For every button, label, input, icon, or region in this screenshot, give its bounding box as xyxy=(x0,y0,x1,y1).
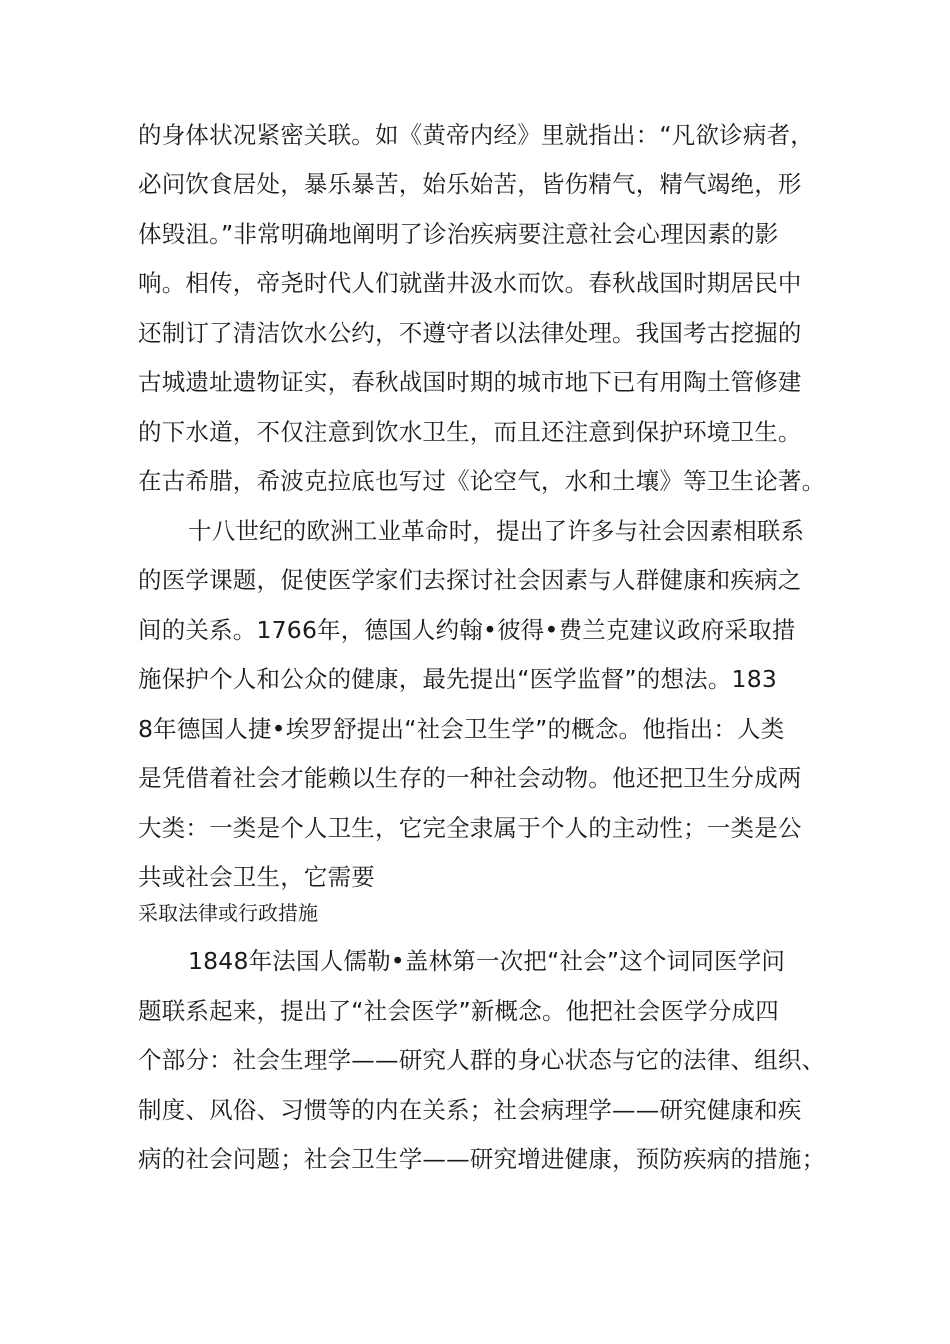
text-line: 还制订了清洁饮水公约，不遵守者以法律处理。我国考古挖掘的 xyxy=(138,319,802,347)
text-line: 是凭借着社会才能赖以生存的一种社会动物。他还把卫生分成两 xyxy=(138,764,802,792)
text-line: 制度、风俗、习惯等的内在关系；社会病理学——研究健康和疾 xyxy=(138,1096,802,1124)
text-line: 必问饮食居处，暴乐暴苦，始乐始苦，皆伤精气，精气竭绝，形 xyxy=(138,170,802,198)
text-line: 体毁沮。”非常明确地阐明了诊治疾病要注意社会心理因素的影 xyxy=(138,220,779,248)
paragraph-start-line: 十八世纪的欧洲工业革命时，提出了许多与社会因素相联系 xyxy=(188,517,805,545)
text-line: 共或社会卫生，它需要 xyxy=(138,863,375,891)
text-line: 病的社会问题；社会卫生学——研究增进健康，预防疾病的措施； xyxy=(138,1145,826,1173)
text-line: 古城遗址遗物证实，春秋战国时期的城市地下已有用陶土管修建 xyxy=(138,368,802,396)
paragraph-start-line: 1848年法国人儒勒•盖林第一次把“社会”这个词同医学问 xyxy=(188,947,786,975)
text-line: 施保护个人和公众的健康，最先提出“医学监督”的想法。183 xyxy=(138,665,778,693)
text-line: 响。相传，帝尧时代人们就凿井汲水而饮。春秋战国时期居民中 xyxy=(138,269,802,297)
text-line: 题联系起来，提出了“社会医学”新概念。他把社会医学分成四 xyxy=(138,997,779,1025)
text-line: 的身体状况紧密关联。如《黄帝内经》里就指出：“凡欲诊病者， xyxy=(138,121,814,149)
text-line: 间的关系。1766年，德国人约翰•彼得•费兰克建议政府采取措 xyxy=(138,616,796,644)
text-line: 的医学课题，促使医学家们去探讨社会因素与人群健康和疾病之 xyxy=(138,566,802,594)
text-line: 在古希腊，希波克拉底也写过《论空气，水和土壤》等卫生论著。 xyxy=(138,467,826,495)
text-line-fragment: 采取法律或行政措施 xyxy=(138,901,318,925)
text-line: 8年德国人捷•埃罗舒提出“社会卫生学”的概念。他指出：人类 xyxy=(138,715,785,743)
text-line: 的下水道，不仅注意到饮水卫生，而且还注意到保护环境卫生。 xyxy=(138,418,802,446)
text-line: 大类：一类是个人卫生，它完全隶属于个人的主动性；一类是公 xyxy=(138,814,802,842)
text-line: 个部分：社会生理学——研究人群的身心状态与它的法律、组织、 xyxy=(138,1046,826,1074)
